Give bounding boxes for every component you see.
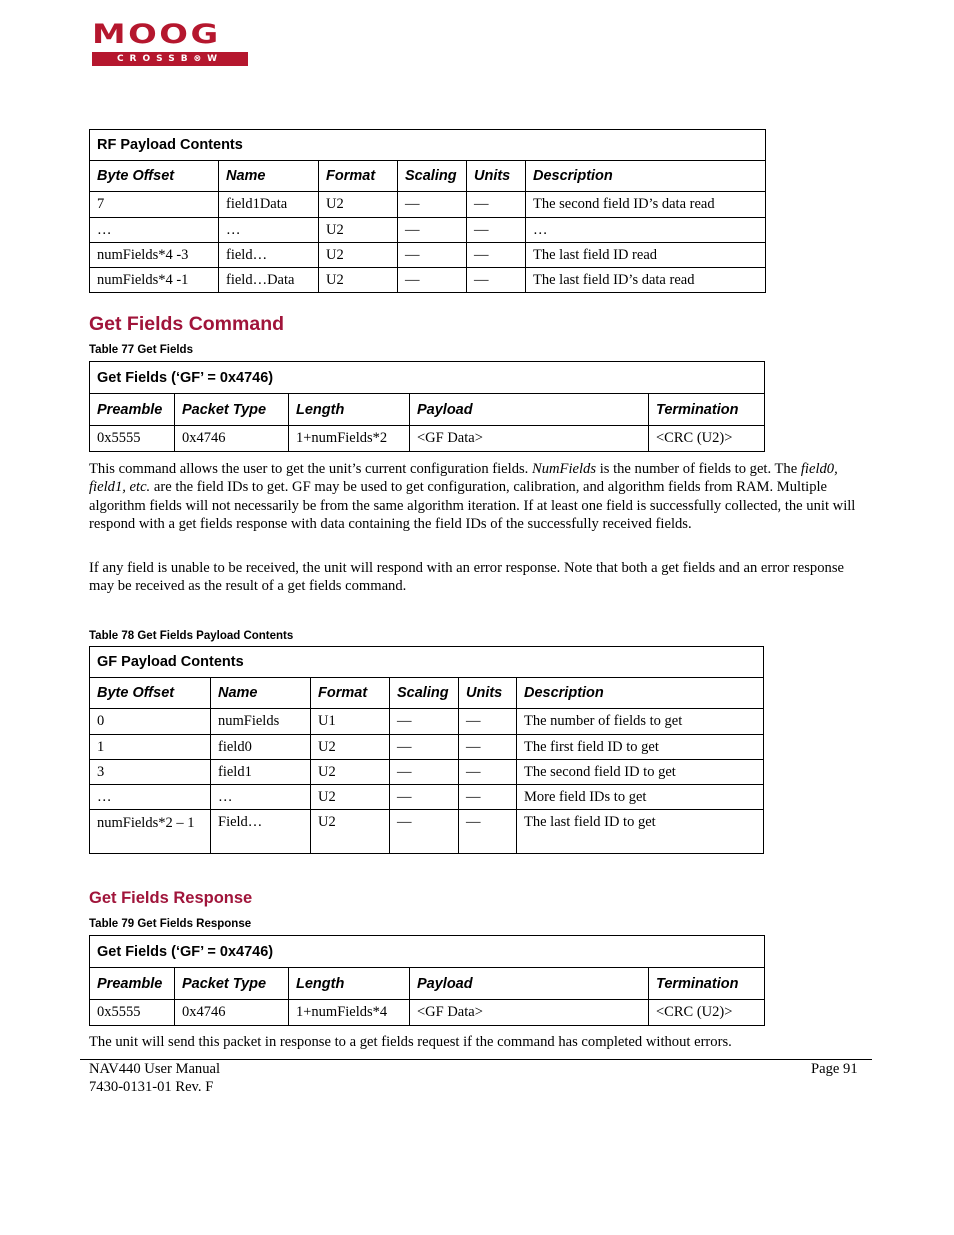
table-cell: — bbox=[459, 735, 517, 760]
table-row bbox=[90, 810, 764, 854]
column-header: Units bbox=[459, 678, 517, 709]
table-cell: — bbox=[459, 760, 517, 785]
table-cell: U2 bbox=[319, 243, 398, 268]
table-cell: numFields bbox=[211, 709, 311, 735]
table-cell: U2 bbox=[311, 810, 390, 854]
table-title: RF Payload Contents bbox=[90, 130, 766, 161]
table-row bbox=[90, 709, 764, 735]
table-cell: field…Data bbox=[219, 268, 319, 293]
table-caption: Table 77 Get Fields bbox=[89, 344, 193, 356]
footer-page-number: Page 91 bbox=[811, 1061, 858, 1077]
table-cell: <GF Data> bbox=[410, 1000, 649, 1026]
column-header: Preamble bbox=[90, 968, 175, 1000]
logo-subbrand: CROSSB⊗W bbox=[92, 52, 248, 66]
table-row bbox=[90, 1000, 765, 1026]
column-header: Preamble bbox=[90, 394, 175, 426]
table-cell: numFields*4 -1 bbox=[90, 268, 219, 293]
rf-payload-table bbox=[89, 129, 766, 293]
table-cell: 1+numFields*4 bbox=[289, 1000, 410, 1026]
table-cell: 1+numFields*2 bbox=[289, 426, 410, 452]
table-cell: The second field ID’s data read bbox=[526, 192, 766, 218]
table-cell: — bbox=[459, 709, 517, 735]
column-header: Payload bbox=[410, 968, 649, 1000]
table-cell: The last field ID read bbox=[526, 243, 766, 268]
column-header: Units bbox=[467, 161, 526, 192]
table-cell: U2 bbox=[311, 735, 390, 760]
text-run-italic: NumFields bbox=[531, 461, 597, 477]
table-row bbox=[90, 243, 766, 268]
table-cell: — bbox=[390, 810, 459, 854]
table-caption: Table 78 Get Fields Payload Contents bbox=[89, 630, 294, 642]
table-cell: field0 bbox=[211, 735, 311, 760]
table-cell: 0x5555 bbox=[90, 426, 175, 452]
table-cell: numFields*4 -3 bbox=[90, 243, 219, 268]
table-title: GF Payload Contents bbox=[90, 647, 764, 678]
table-cell: … bbox=[526, 218, 766, 243]
table-cell: The last field ID’s data read bbox=[526, 268, 766, 293]
table-cell: <CRC (U2)> bbox=[649, 1000, 765, 1026]
column-header: Description bbox=[517, 678, 764, 709]
table-row bbox=[90, 426, 765, 452]
column-header: Termination bbox=[649, 394, 765, 426]
moog-crossbow-logo bbox=[92, 19, 250, 68]
table-cell: The first field ID to get bbox=[517, 735, 764, 760]
table-cell: field… bbox=[219, 243, 319, 268]
body-paragraph: If any field is unable to be received, the unit will respond with an error response. Note that both a get fields and an error response may be received as the result of a get fields command. bbox=[89, 560, 844, 595]
column-header: Packet Type bbox=[175, 968, 289, 1000]
table-row bbox=[90, 735, 764, 760]
table-cell: … bbox=[219, 218, 319, 243]
table-cell: — bbox=[390, 785, 459, 810]
table-cell: U2 bbox=[319, 192, 398, 218]
column-header: Scaling bbox=[398, 161, 467, 192]
table-cell: — bbox=[398, 243, 467, 268]
table-cell: — bbox=[467, 268, 526, 293]
section-heading-get-fields-response: Get Fields Response bbox=[89, 889, 253, 907]
table-cell: 7 bbox=[90, 192, 219, 218]
table-cell: The last field ID to get bbox=[517, 810, 764, 854]
logo-brand: MOOG bbox=[92, 19, 221, 50]
table-cell: field1Data bbox=[219, 192, 319, 218]
column-header: Name bbox=[219, 161, 319, 192]
table-cell: — bbox=[467, 192, 526, 218]
table-title: Get Fields (‘GF’ = 0x4746) bbox=[90, 936, 765, 968]
table-cell: field1 bbox=[211, 760, 311, 785]
table-row bbox=[90, 268, 766, 293]
table-cell: The second field ID to get bbox=[517, 760, 764, 785]
section-heading-get-fields-command: Get Fields Command bbox=[89, 313, 285, 335]
table-cell: — bbox=[459, 810, 517, 854]
table-row bbox=[90, 218, 766, 243]
column-header: Format bbox=[311, 678, 390, 709]
table-cell: — bbox=[398, 192, 467, 218]
table-title: Get Fields (‘GF’ = 0x4746) bbox=[90, 362, 765, 394]
column-header: Byte Offset bbox=[90, 678, 211, 709]
get-fields-command-table bbox=[89, 361, 765, 452]
table-cell: U2 bbox=[311, 785, 390, 810]
table-cell: More field IDs to get bbox=[517, 785, 764, 810]
text-run: is the number of fields to get. The bbox=[596, 461, 801, 477]
body-paragraph bbox=[89, 460, 869, 533]
column-header: Termination bbox=[649, 968, 765, 1000]
table-cell: … bbox=[211, 785, 311, 810]
table-cell: … bbox=[90, 785, 211, 810]
table-row bbox=[90, 192, 766, 218]
footer-document-number: 7430-0131-01 Rev. F bbox=[89, 1079, 214, 1095]
get-fields-response-table bbox=[89, 935, 765, 1026]
table-cell: — bbox=[467, 218, 526, 243]
table-cell: <CRC (U2)> bbox=[649, 426, 765, 452]
table-cell: 3 bbox=[90, 760, 211, 785]
column-header: Name bbox=[211, 678, 311, 709]
table-cell: 0x4746 bbox=[175, 426, 289, 452]
table-cell: — bbox=[398, 218, 467, 243]
table-cell: 0x4746 bbox=[175, 1000, 289, 1026]
text-run: are the field IDs to get. GF may be used to get configuration, calibration, and algorithm fields from RAM. Multiple algorithm fields will not necessarily be from the same algorithm iteration. If at least one field is successfully collected, the unit will respond with a get fields response with data containing the field IDs of the successfully received fields. bbox=[89, 479, 856, 532]
table-cell: — bbox=[390, 760, 459, 785]
text-run: This command allows the user to get the unit’s current configuration fields. bbox=[89, 461, 532, 477]
table-cell: U2 bbox=[311, 760, 390, 785]
table-cell: The number of fields to get bbox=[517, 709, 764, 735]
table-cell: — bbox=[390, 735, 459, 760]
table-cell: — bbox=[398, 268, 467, 293]
table-cell: — bbox=[459, 785, 517, 810]
footer-manual-title: NAV440 User Manual bbox=[89, 1061, 221, 1077]
gf-payload-table bbox=[89, 646, 764, 854]
column-header: Byte Offset bbox=[90, 161, 219, 192]
column-header: Length bbox=[289, 968, 410, 1000]
table-cell: Field… bbox=[211, 810, 311, 854]
table-cell: — bbox=[390, 709, 459, 735]
table-cell: U2 bbox=[319, 218, 398, 243]
table-cell: 0x5555 bbox=[90, 1000, 175, 1026]
column-header: Length bbox=[289, 394, 410, 426]
table-cell: numFields*2 – 1 bbox=[90, 810, 211, 854]
body-paragraph: The unit will send this packet in response to a get fields request if the command has completed without errors. bbox=[89, 1034, 732, 1050]
column-header: Packet Type bbox=[175, 394, 289, 426]
table-cell: U2 bbox=[319, 268, 398, 293]
table-cell: 1 bbox=[90, 735, 211, 760]
column-header: Payload bbox=[410, 394, 649, 426]
table-cell: U1 bbox=[311, 709, 390, 735]
table-cell: … bbox=[90, 218, 219, 243]
table-cell: — bbox=[467, 243, 526, 268]
text-run-italic: field0, field1, etc. bbox=[89, 461, 838, 496]
table-row bbox=[90, 785, 764, 810]
column-header: Scaling bbox=[390, 678, 459, 709]
table-row bbox=[90, 760, 764, 785]
table-cell: 0 bbox=[90, 709, 211, 735]
column-header: Format bbox=[319, 161, 398, 192]
table-caption: Table 79 Get Fields Response bbox=[89, 918, 252, 930]
column-header: Description bbox=[526, 161, 766, 192]
table-cell: <GF Data> bbox=[410, 426, 649, 452]
